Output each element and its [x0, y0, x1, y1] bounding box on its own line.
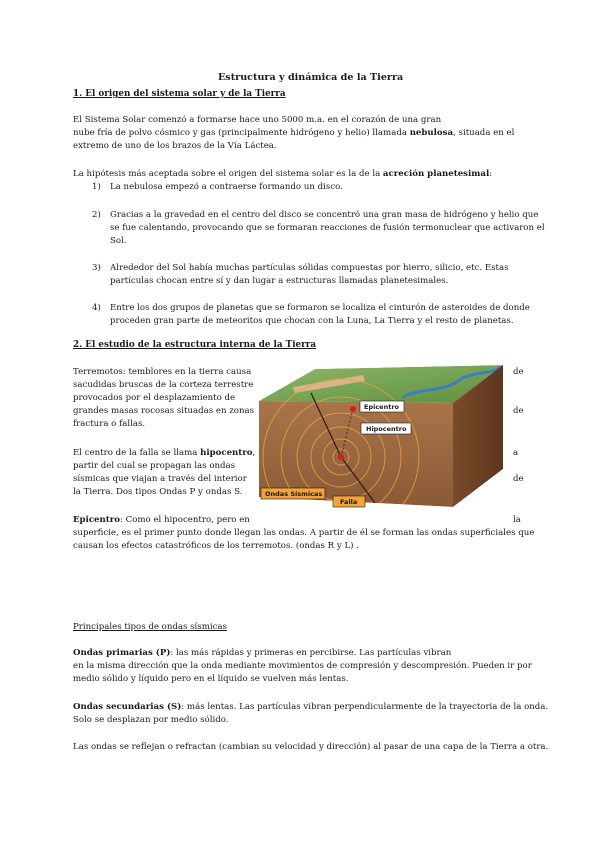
s1-p1-line3: extremo de uno de los brazos de la Vía Láctea. — [73, 141, 277, 151]
falla-label: Falla — [340, 498, 358, 506]
s2-p3-line3: causan los efectos catastróficos de los terremotos. (ondas R y L) . — [73, 541, 359, 551]
hipocentro-term: hipocentro — [200, 448, 253, 458]
list-num-1: 1) — [92, 182, 101, 192]
list-num-4: 4) — [92, 303, 101, 313]
s2-right-word-3: a — [513, 448, 519, 458]
list-item-2-line2: se fue calentando, provocando que se formaran reacciones de fusión termonuclear que activaron el — [110, 223, 545, 233]
s3-p2-line1: Ondas secundarias (S): más lentas. Las partículas vibran perpendicularmente de la trayectoria de la onda. — [73, 702, 549, 712]
ondas-secundarias-term: Ondas secundarias (S) — [73, 702, 182, 712]
s2-left-line2: sacudidas bruscas de la corteza terrestre — [73, 380, 254, 390]
section-2-heading: 2. El estudio de la estructura interna de la Tierra — [73, 340, 317, 350]
s2-p2-line3: sísmicas que viajan a través del interior — [73, 474, 247, 484]
s1-p1-line2: nube fría de polvo cósmico y gas (principalmente hidrógeno y helio) llamada nebulosa, situada en el — [73, 128, 515, 138]
s3-p1-line1: Ondas primarias (P): las más rápidas y primeras en percibirse. Las partículas vibran — [73, 648, 452, 658]
s2-p3-line1: Epicentro: Como el hipocentro, pero en — [73, 515, 250, 525]
hipocentro-label: Hipocentro — [366, 425, 407, 433]
list-num-3: 3) — [92, 263, 101, 273]
list-item-4-line1: Entre los dos grupos de planetas que se formaron se localiza el cinturón de asteroides de donde — [110, 303, 530, 313]
list-item-4-line2: proceden gran parte de meteoritos que chocan con la Luna, La Tierra y el resto de planetas. — [110, 316, 514, 326]
earthquake-diagram — [253, 357, 505, 515]
s2-right-word-5: la — [513, 515, 521, 525]
nebulosa-term: nebulosa — [409, 128, 454, 138]
list-item-3-line1: Alrededor del Sol había muchas partículas sólidas compuestas por hierro, silicio, etc. Estas — [110, 263, 509, 273]
section-1-heading: 1. El origen del sistema solar y de la Tierra — [73, 89, 286, 99]
s3-p2-line2: Solo se desplazan por medio sólido. — [73, 715, 229, 725]
s2-p2-line4: la Tierra. Dos tipos Ondas P y ondas S. — [73, 487, 243, 497]
list-item-2-line1: Gracias a la gravedad en el centro del disco se concentró una gran masa de hidrógeno y helio que — [110, 210, 539, 220]
s2-right-word-4: de — [513, 474, 524, 484]
s1-p1-line1: El Sistema Solar comenzó a formarse hace uno 5000 m.a. en el corazón de una gran — [73, 115, 442, 125]
s3-p1-line2: en la misma dirección que la onda mediante movimientos de compresión y descompresión. Pueden ir por — [73, 661, 532, 671]
s2-p2-line1: El centro de la falla se llama hipocentro, — [73, 448, 256, 458]
epicentro-label: Epicentro — [364, 403, 399, 411]
s2-left-line5: fractura o fallas. — [73, 419, 146, 429]
list-item-3-line2: partículas chocan entre sí y dan lugar a estructuras llamadas planetesimales. — [110, 276, 449, 286]
s2-left-line3: provocados por el desplazamiento de — [73, 393, 236, 403]
s2-right-word-1: de — [513, 367, 524, 377]
list-num-2: 2) — [92, 210, 101, 220]
s3-p3: Las ondas se reflejan o refractan (cambian su velocidad y dirección) al pasar de una capa de la Tierra a otra. — [73, 742, 549, 752]
page-title: Estructura y dinámica de la Tierra — [218, 72, 404, 83]
acrecion-term: acreción planetesimal — [382, 169, 490, 179]
section-3-heading: Principales tipos de ondas sísmicas — [73, 622, 227, 632]
list-item-2-line3: Sol. — [110, 236, 127, 246]
s2-p3-line2: superficie, es el primer punto donde llegan las ondas. A partir de él se forman las ondas superficiales que — [73, 528, 535, 538]
hypocenter-dot — [338, 454, 344, 460]
ondas-sismicas-label: Ondas Sísmicas — [265, 490, 323, 498]
list-item-1-line1: La nebulosa empezó a contraerse formando un disco. — [110, 182, 343, 192]
s3-p1-line3: medio sólido y líquido pero en el líquido se vuelven más lentas. — [73, 674, 349, 684]
s2-p2-line2: partir del cual se propagan las ondas — [73, 461, 236, 471]
epicentro-term: Epicentro — [73, 515, 121, 525]
s2-left-line1: Terremotos: temblores en la tierra causa — [73, 367, 252, 377]
epicenter-dot — [350, 406, 356, 412]
ondas-primarias-term: Ondas primarias (P) — [73, 648, 171, 658]
s2-left-line4: grandes masas rocosas situadas en zonas — [73, 406, 255, 416]
s2-right-word-2: de — [513, 406, 524, 416]
s1-p2: La hipótesis más aceptada sobre el origen del sistema solar es la de la acreción planetesimal: — [73, 169, 493, 179]
